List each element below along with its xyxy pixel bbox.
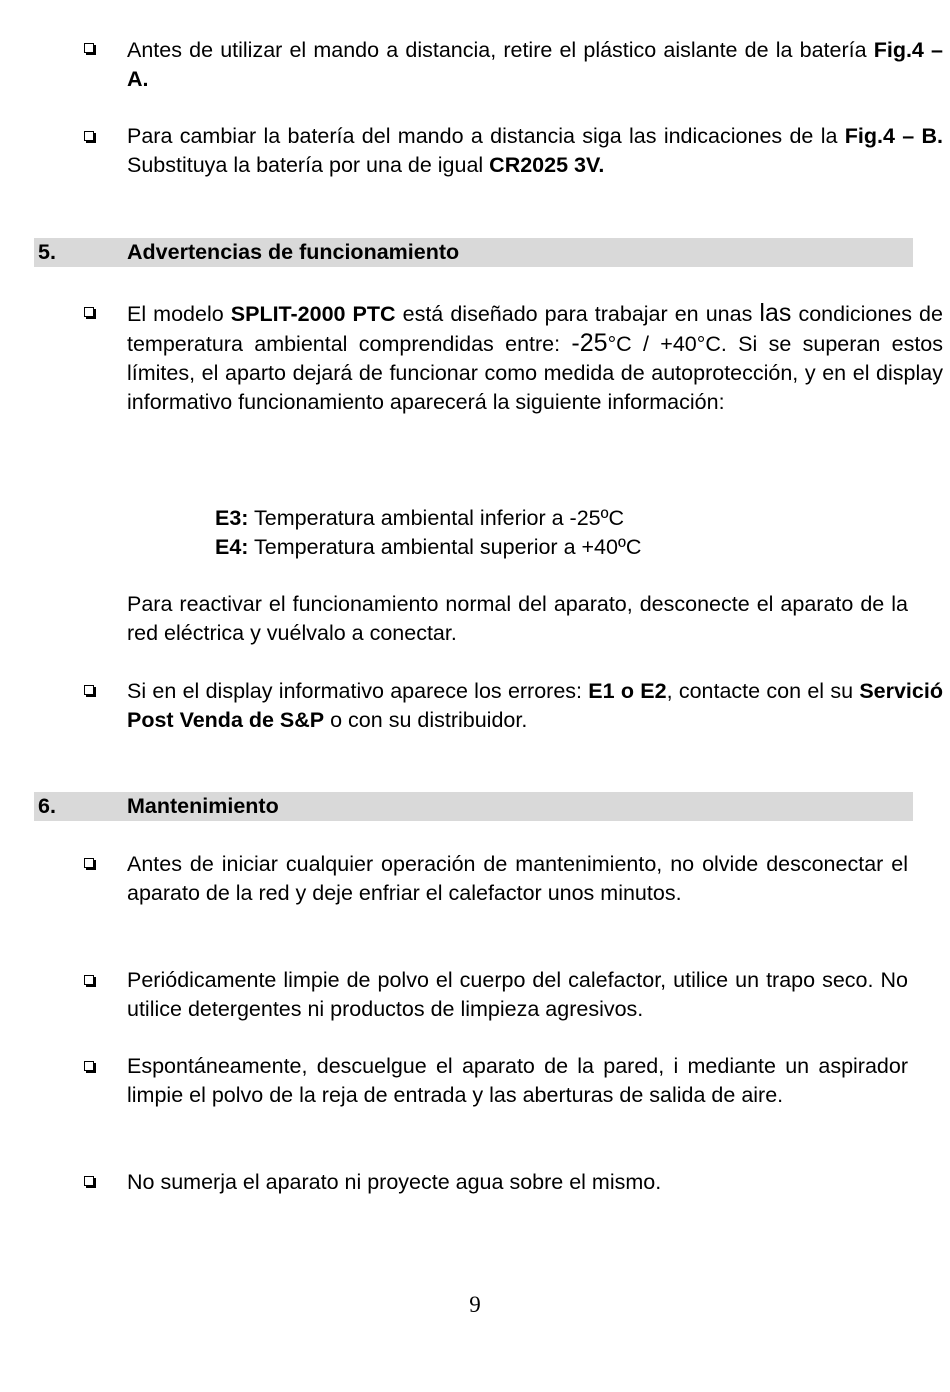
section-title: Mantenimiento (127, 794, 279, 818)
checkbox-bullet-icon (84, 43, 97, 56)
checkbox-bullet-icon (84, 1176, 97, 1189)
checkbox-bullet-icon (84, 307, 97, 320)
battery-insulation-text: Antes de utilizar el mando a distancia, retire el plástico aislante de la batería Fig.4 – A. (127, 38, 943, 91)
section-heading-5 (34, 238, 913, 267)
page-number: 9 (469, 1292, 481, 1317)
battery-replace-text: Para cambiar la batería del mando a distancia siga las indicaciones de la Fig.4 – B. Substituya la batería por una de igual CR2025 3V. (127, 124, 943, 177)
error-code-e4: E4: Temperatura ambiental superior a +40ºC (215, 535, 642, 559)
checkbox-bullet-icon (84, 685, 97, 698)
checkbox-bullet-icon (84, 975, 97, 988)
maintenance-item-2: Periódicamente limpie de polvo el cuerpo del calefactor, utilice un trapo seco. No utilice detergentes ni productos de limpieza agresivos. (127, 968, 908, 1021)
section-heading-6 (34, 792, 913, 821)
operating-conditions-text: El modelo SPLIT-2000 PTC está diseñado para trabajar en unas las condiciones de temperatura ambiental comprendidas entre: -25°C / +40°C. Si se superan estos límites, el aparto dejará de funcionar como medida de autoprotección, y en el display informativo funcionamiento aparecerá la siguiente información: (127, 299, 944, 414)
reactivate-text: Para reactivar el funcionamiento normal del aparato, desconecte el aparato de la red eléctrica y vuélvalo a conectar. (127, 592, 908, 645)
section-title: Advertencias de funcionamiento (127, 240, 460, 264)
checkbox-bullet-icon (84, 1061, 97, 1074)
error-contact-text: Si en el display informativo aparece los errores: E1 o E2, contacte con el su Servició Post Venda de S&P o con su distribuidor. (127, 679, 943, 732)
section-number: 6. (38, 794, 56, 818)
checkbox-bullet-icon (84, 858, 97, 871)
error-code-e3: E3: Temperatura ambiental inferior a -25ºC (215, 506, 624, 530)
maintenance-item-4: No sumerja el aparato ni proyecte agua sobre el mismo. (127, 1170, 662, 1194)
maintenance-item-3: Espontáneamente, descuelgue el aparato de la pared, i mediante un aspirador limpie el polvo de la reja de entrada y las aberturas de salida de aire. (127, 1054, 908, 1107)
maintenance-item-1: Antes de iniciar cualquier operación de mantenimiento, no olvide desconectar el aparato de la red y deje enfriar el calefactor unos minutos. (127, 852, 908, 905)
section-number: 5. (38, 240, 56, 264)
checkbox-bullet-icon (84, 131, 97, 144)
